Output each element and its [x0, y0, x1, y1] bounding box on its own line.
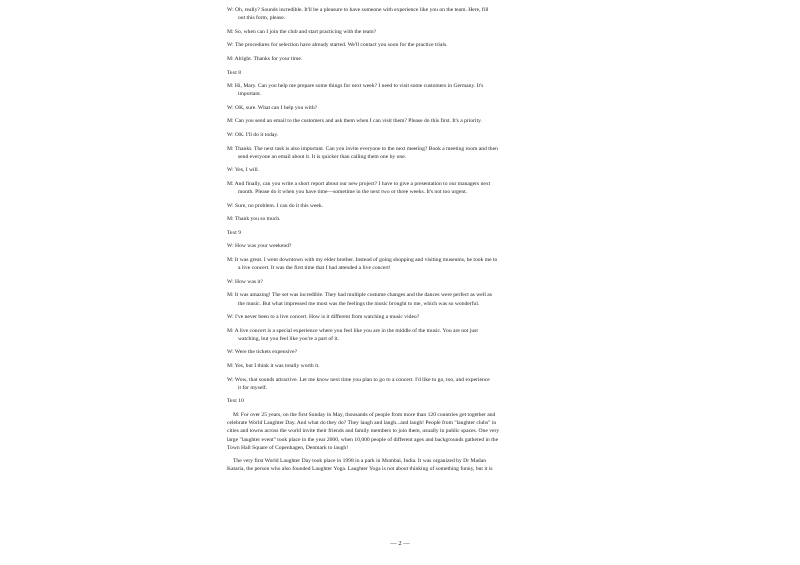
text-line: W: The procedures for selection have already started. We'll contact you soon for the practice trials. [227, 42, 448, 49]
text-line: M: For over 25 years, on the first Sunday in May, thousands of people from more than 120 countries get together and [233, 411, 496, 418]
text-line: W: Were the tickets expensive? [227, 349, 298, 356]
text-line: the music. But what impressed me most was the feelings the music brought to me, which was so wonderful. [238, 300, 480, 307]
text-line: M: Thank you so much. [227, 216, 281, 223]
text-line: The very first World Laughter Day took place in 1998 in a park in Mumbai, India. It was organized by Dr Madan [233, 458, 487, 465]
text-line: M: It was amazing! The set was incredible. They had multiple costume changes and the dances were perfect as well as [227, 292, 492, 299]
text-line: M: Hi, Mary. Can you help me prepare some things for next week? I need to visit some customers in Germany. It's [227, 83, 484, 90]
text-line: M: Yes, but I think it was totally worth it. [227, 363, 320, 370]
section-heading: Text 8 [227, 69, 242, 76]
text-line: cities and towns across the world invite their friends and family members to join them, usually in public spaces. One very [227, 428, 500, 435]
text-line: M: Alright. Thanks for your time. [227, 55, 303, 62]
text-line: M: So, when can I join the club and start practicing with the team? [227, 28, 377, 35]
text-line: W: Oh, really? Sounds incredible. It'll be a pleasure to have someone with experience like you on the team. Here, fill [227, 7, 489, 13]
text-line: W: How was it? [227, 278, 263, 285]
text-line: M: And finally, can you write a short report about our new project? I have to give a presentation to our managers next [227, 180, 491, 187]
text-line: W: I've never been to a live concert. How is it different from watching a music video? [227, 314, 420, 321]
text-line: M: It was great. I went downtown with my elder brother. Instead of going shopping and visiting museums, he took me to [227, 257, 498, 263]
text-line: month. Please do it when you have time—sometime in the next two or three weeks. It's not too urgent. [238, 189, 468, 196]
document-page [227, 6, 573, 474]
text-line: M: A live concert is a special experience where you feel like you are in the middle of the music. You are not just [227, 327, 478, 334]
text-line: celebrate World Laughter Day. And what do they do? They laugh and laugh...and laugh! People from "laughter clubs" in [227, 420, 497, 427]
page-number: — 2 — [390, 540, 410, 547]
section-heading: Text 9 [227, 229, 242, 236]
text-line: important. [238, 91, 262, 98]
text-line: out this form, please. [238, 15, 286, 22]
text-line: W: OK. I'll do it today. [227, 132, 279, 138]
text-line: large "laughter event" took place in the year 2000, when 10,000 people of different ages and backgrounds gathered in the [227, 436, 499, 443]
text-line: watching, but you feel like you're a part of it. [238, 335, 339, 342]
text-line: W: OK, sure. What can I help you with? [227, 104, 318, 111]
section-heading: Text 10 [227, 398, 244, 405]
text-line: M: Can you send an email to the customers and ask them when I can visit them? Please do this first. It's a priority. [227, 118, 482, 125]
text-line: M: Thanks. The next task is also important. Can you invite everyone to the next meeting? Book a meeting room and then [227, 145, 498, 152]
text-line: W: Wow, that sounds attractive. Let me know next time you plan to go to a concert. I'd like to go, too, and experience [227, 376, 490, 383]
text-line: W: How was your weekend? [227, 243, 292, 250]
text-line: W: Yes, I will. [227, 167, 260, 174]
text-line: send everyone an email about it. It is quicker than calling them one by one. [238, 153, 407, 160]
text-line: a live concert. It was the first time that I had attended a live concert! [238, 265, 391, 272]
text-line: Kataria, the person who also founded Laughter Yoga. Laughter Yoga is not about thinking of something funny, but it is [227, 466, 493, 473]
text-line: W: Sure, no problem. I can do it this week. [227, 202, 324, 209]
text-line: it for myself. [238, 384, 268, 391]
text-line: Town Hall Square of Copenhagen, Denmark to laugh! [227, 444, 349, 451]
